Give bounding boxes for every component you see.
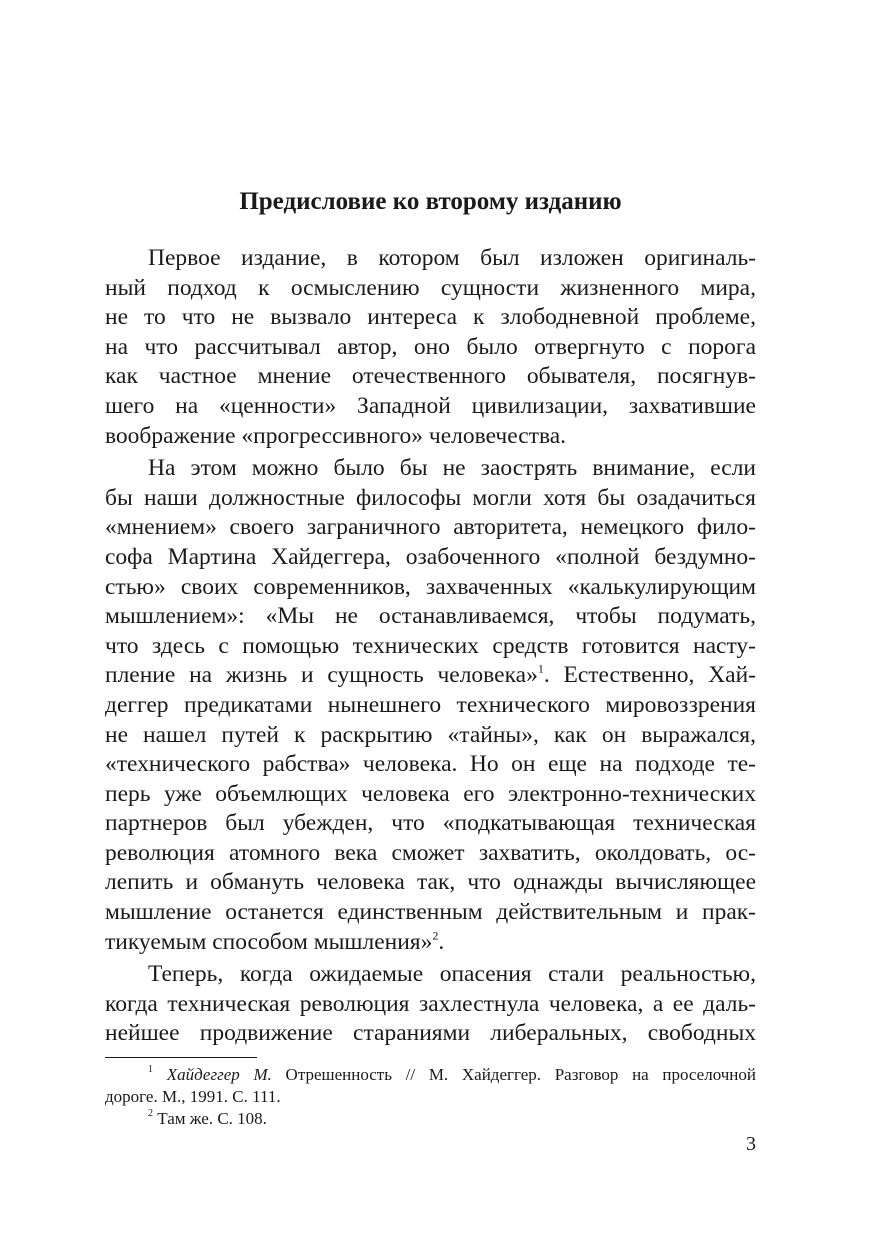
text-segment: пление на жизнь и сущность человека»: [105, 662, 538, 689]
paragraph-2: [105, 454, 756, 957]
text-line: на что рассчитывал автор, оно было отвергнуто с порога: [105, 333, 756, 360]
text-line: Первое издание, в котором был изложен оригиналь-: [148, 245, 756, 271]
text-line: революция атомного века сможет захватить, околдовать, ос-: [105, 839, 756, 866]
text-line: «технического рабства» человека. Но он еще на подходе те-: [105, 751, 756, 778]
footnote-author: Хайдеггер М.: [166, 1065, 272, 1084]
text-line: бы наши должностные философы могли хотя бы озадачиться: [105, 484, 756, 511]
footnote-1-continued: дороге. М., 1991. С. 111.: [105, 1087, 281, 1106]
paragraph-1: [105, 244, 756, 451]
text-line: воображение «прогрессивного» человечества.: [105, 422, 567, 449]
text-line: партнеров был убежден, что «подкатывающая техническая: [105, 810, 756, 837]
text-line: как частное мнение отечественного обывателя, посягнув-: [105, 363, 756, 390]
text-line: что здесь с помощью технических средств готовится насту-: [105, 632, 756, 659]
page-number: 3: [746, 1133, 756, 1155]
text-line: На этом можно было бы не заострять внимание, если: [148, 455, 756, 482]
text-line: не нашел путей к раскрытию «тайны», как он выражался,: [105, 721, 756, 748]
footnote-1: [105, 1064, 756, 1086]
text-line: мышление останется единственным действительным и прак-: [105, 899, 756, 926]
text-line: лепить и обмануть человека так, что однажды вычисляющее: [105, 869, 756, 896]
book-page: [105, 0, 756, 1241]
body-text: [105, 244, 756, 1049]
text-segment: . Естественно, Хай-: [543, 662, 756, 689]
footnote-divider: [105, 1057, 257, 1058]
text-line: не то что не вызвало интереса к злободневной проблеме,: [105, 304, 756, 331]
footnote-text: Там же. С. 108.: [157, 1109, 267, 1128]
text-segment: тикуемым способом мышления»: [105, 928, 433, 955]
text-line: мышлением»: «Мы не останавливаемся, чтобы подумать,: [105, 603, 756, 630]
footnote-2: [105, 1108, 756, 1130]
text-segment: .: [438, 928, 445, 955]
text-line: когда техническая революция захлестнула человека, а ее даль-: [105, 990, 756, 1017]
footnote-mark: 1: [148, 1064, 153, 1075]
footnote-ref-1[interactable]: 1: [537, 661, 544, 676]
text-line-with-footnote: [105, 928, 756, 958]
text-line: стью» своих современников, захваченных «калькулирующим: [105, 573, 756, 600]
text-line-with-footnote: [105, 661, 756, 691]
paragraph-3: [105, 960, 756, 1049]
footnotes: [105, 1064, 756, 1130]
footnote-ref-2[interactable]: 2: [432, 928, 439, 943]
chapter-title: Предисловие ко второму изданию: [239, 188, 622, 215]
text-line: ный подход к осмыслению сущности жизненного мира,: [105, 274, 756, 301]
text-line: нейшее продвижение стараниями либеральных, свободных: [105, 1020, 756, 1047]
text-line: деггер предикатами нынешнего технического мировоззрения: [105, 691, 756, 718]
footnote-text: Отрешенность // М. Хайдеггер. Разговор на проселочной: [271, 1065, 757, 1084]
text-line: шего на «ценности» Западной цивилизации, захватившие: [105, 392, 756, 419]
footnote-mark: 2: [148, 1108, 153, 1119]
text-line: Теперь, когда ожидаемые опасения стали реальностью,: [148, 961, 756, 988]
text-line: «мнением» своего заграничного авторитета, немецкого фило-: [105, 514, 756, 541]
text-line: софа Мартина Хайдеггера, озабоченного «полной бездумно-: [105, 543, 756, 570]
text-line: перь уже объемлющих человека его электронно-технических: [105, 780, 756, 807]
